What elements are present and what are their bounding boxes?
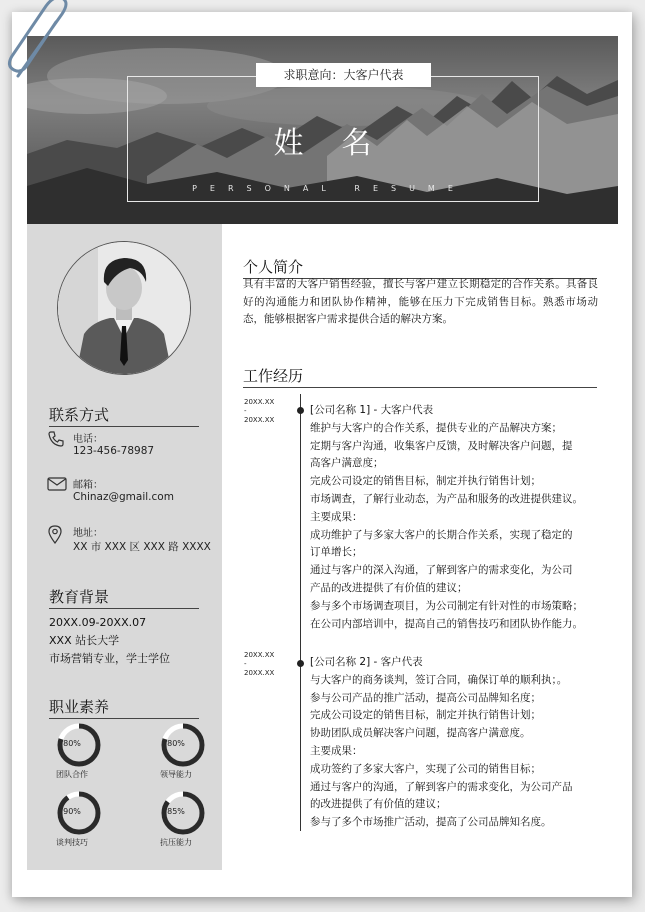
job-date-end: 20XX.XX bbox=[244, 416, 275, 424]
job-line: 完成公司设定的销售目标，制定并执行销售计划； bbox=[310, 475, 541, 488]
skill-percent: 90% bbox=[63, 807, 81, 816]
job-date-start: 20XX.XX bbox=[244, 651, 275, 659]
profile-text: 具有丰富的大客户销售经验，擅长与客户建立长期稳定的合作关系。具备良好的沟通能力和团队协作精神，能够在压力下完成销售目标。熟悉市场动态，能够根据客户需求提供合适的解决方案。 bbox=[243, 278, 598, 325]
job-line: 成功维护了与多家大客户的长期合作关系，实现了稳定的 bbox=[310, 528, 573, 541]
timeline-dot bbox=[297, 660, 304, 667]
job-line: 维护与大客户的合作关系，提供专业的产品解决方案； bbox=[310, 421, 562, 434]
job-line: 协助团队成员解决客户问题，提高客户满意度。 bbox=[310, 727, 531, 740]
profile-heading: 个人简介 bbox=[243, 256, 597, 279]
resume-subtitle: PERSONAL RESUME bbox=[192, 184, 466, 193]
skill-label: 抗压能力 bbox=[160, 838, 192, 847]
timeline-dot bbox=[297, 407, 304, 414]
job-line: 参与多个市场调查项目，为公司制定有针对性的市场策略； bbox=[310, 599, 583, 612]
skill-label: 团队合作 bbox=[56, 770, 88, 779]
education-block bbox=[49, 614, 170, 668]
job-line: 参与了多个市场推广活动，提高了公司品牌知名度。 bbox=[310, 816, 552, 829]
job-entry-2 bbox=[310, 654, 600, 832]
skill-percent: 85% bbox=[167, 807, 185, 816]
job-dates bbox=[244, 651, 274, 678]
education-heading: 教育背景 bbox=[49, 586, 199, 609]
job-line: 市场调查，了解行业动态，为产品和服务的改进提供建议。 bbox=[310, 492, 583, 505]
education-school: XXX 站长大学 bbox=[49, 634, 120, 647]
resume-paper bbox=[12, 12, 632, 897]
sidebar bbox=[27, 224, 222, 870]
job-date-start: 20XX.XX bbox=[244, 398, 275, 406]
job-dates bbox=[244, 398, 274, 425]
skill-teamwork bbox=[49, 722, 109, 780]
job-line: 通过与客户的深入沟通，了解到客户的需求变化，为公司 bbox=[310, 564, 573, 577]
job-title: [公司名称 2] - 客户代表 bbox=[310, 656, 423, 668]
job-line: 定期与客户沟通，收集客户反馈，及时解决客户问题，提 bbox=[310, 439, 573, 452]
skill-label: 领导能力 bbox=[160, 770, 192, 779]
portrait-image bbox=[58, 242, 190, 374]
job-line: 主要成果： bbox=[310, 744, 363, 757]
job-title: [公司名称 1] - 大客户代表 bbox=[310, 404, 434, 416]
job-line: 通过与客户的沟通，了解到客户的需求变化，为公司产品 bbox=[310, 780, 573, 793]
timeline-line bbox=[300, 394, 301, 831]
job-date-sep: - bbox=[244, 660, 247, 668]
job-intent: 求职意向：大客户代表 bbox=[256, 63, 431, 87]
address-label: 地址： bbox=[73, 528, 103, 539]
address-value: XX 市 XXX 区 XXX 路 XXXX bbox=[73, 541, 211, 553]
skill-leadership bbox=[153, 722, 213, 780]
email-value: Chinaz@gmail.com bbox=[73, 491, 174, 503]
job-line: 与大客户的商务谈判，签订合同，确保订单的顺利执；。 bbox=[310, 673, 568, 686]
job-line: 成功签约了多家大客户，实现了公司的销售目标； bbox=[310, 762, 541, 775]
phone-value: 123-456-78987 bbox=[73, 445, 155, 457]
email-label: 邮箱： bbox=[73, 480, 103, 491]
contact-heading: 联系方式 bbox=[49, 404, 199, 427]
paperclip-icon bbox=[4, 0, 76, 88]
candidate-name: 姓名 bbox=[273, 126, 410, 161]
job-entry-1 bbox=[310, 402, 600, 633]
job-line: 产品的改进提供了有价值的建议； bbox=[310, 581, 468, 594]
job-line: 主要成果： bbox=[310, 510, 363, 523]
job-date-end: 20XX.XX bbox=[244, 669, 275, 677]
mail-icon bbox=[47, 476, 67, 492]
phone-icon bbox=[47, 430, 65, 448]
job-line: 订单增长； bbox=[310, 546, 363, 559]
experience-heading: 工作经历 bbox=[243, 365, 597, 388]
skills-heading: 职业素养 bbox=[49, 696, 199, 719]
skill-percent: 80% bbox=[63, 739, 81, 748]
profile-photo bbox=[57, 241, 191, 375]
job-line: 在公司内部培训中，提高自己的销售技巧和团队协作能力。 bbox=[310, 617, 583, 630]
job-line: 的改进提供了有价值的建议； bbox=[310, 798, 447, 811]
job-line: 完成公司设定的销售目标，制定并执行销售计划； bbox=[310, 709, 541, 722]
skill-stress-resistance bbox=[153, 790, 213, 848]
location-pin-icon bbox=[47, 524, 63, 544]
education-period: 20XX.09-20XX.07 bbox=[49, 616, 147, 629]
header-banner bbox=[27, 36, 618, 224]
job-line: 参与公司产品的推广活动，提高公司品牌知名度； bbox=[310, 691, 541, 704]
skill-label: 谈判技巧 bbox=[56, 838, 88, 847]
skill-negotiation bbox=[49, 790, 109, 848]
job-date-sep: - bbox=[244, 407, 247, 415]
skill-percent: 80% bbox=[167, 739, 185, 748]
education-major: 市场营销专业，学士学位 bbox=[49, 652, 170, 665]
job-line: 高客户满意度； bbox=[310, 457, 384, 470]
phone-label: 电话： bbox=[73, 434, 103, 445]
